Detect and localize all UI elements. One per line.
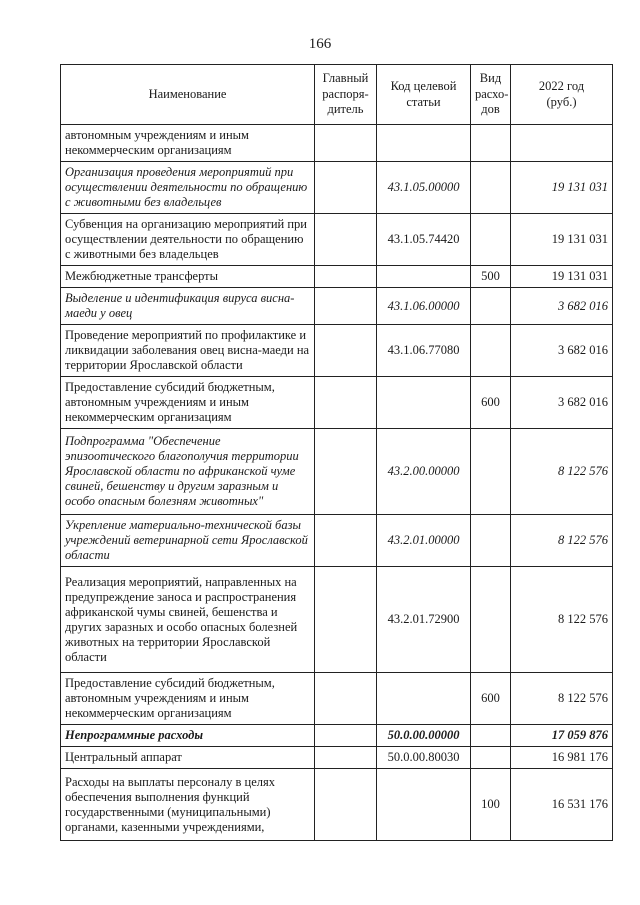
row-target-code: 43.2.01.00000	[377, 515, 471, 567]
row-main-manager	[315, 515, 377, 567]
row-expense-kind: 100	[471, 769, 511, 841]
row-name: Межбюджетные трансферты	[61, 266, 315, 288]
row-main-manager	[315, 673, 377, 725]
row-amount: 19 131 031	[511, 162, 613, 214]
budget-table	[60, 64, 613, 841]
table-row	[61, 377, 613, 429]
row-amount: 3 682 016	[511, 377, 613, 429]
row-target-code: 43.2.00.00000	[377, 429, 471, 515]
row-expense-kind	[471, 567, 511, 673]
row-main-manager	[315, 266, 377, 288]
row-target-code: 50.0.00.80030	[377, 747, 471, 769]
row-amount: 8 122 576	[511, 515, 613, 567]
row-main-manager	[315, 429, 377, 515]
row-amount	[511, 125, 613, 162]
row-target-code: 50.0.00.00000	[377, 725, 471, 747]
row-expense-kind	[471, 747, 511, 769]
row-amount: 16 531 176	[511, 769, 613, 841]
row-expense-kind	[471, 214, 511, 266]
row-expense-kind	[471, 125, 511, 162]
row-expense-kind: 600	[471, 673, 511, 725]
table-row	[61, 769, 613, 841]
row-name: Укрепление материально-технической базы учреждений ветеринарной сети Ярославской области	[61, 515, 315, 567]
row-expense-kind	[471, 288, 511, 325]
page-number: 166	[308, 36, 332, 52]
row-expense-kind: 600	[471, 377, 511, 429]
row-amount: 19 131 031	[511, 266, 613, 288]
table-row	[61, 214, 613, 266]
row-amount: 17 059 876	[511, 725, 613, 747]
table-row	[61, 429, 613, 515]
row-expense-kind	[471, 429, 511, 515]
table-row	[61, 288, 613, 325]
row-name: Непрограммные расходы	[61, 725, 315, 747]
row-target-code: 43.1.05.74420	[377, 214, 471, 266]
row-main-manager	[315, 769, 377, 841]
header-name: Наименование	[61, 65, 315, 125]
row-target-code: 43.2.01.72900	[377, 567, 471, 673]
table-row	[61, 725, 613, 747]
row-amount: 19 131 031	[511, 214, 613, 266]
table-row	[61, 125, 613, 162]
row-expense-kind	[471, 325, 511, 377]
table-header-row	[61, 65, 613, 125]
row-name: Предоставление субсидий бюджетным, автономным учреждениям и иным некоммерческим организациям	[61, 377, 315, 429]
row-target-code	[377, 769, 471, 841]
row-target-code	[377, 125, 471, 162]
row-amount: 3 682 016	[511, 325, 613, 377]
row-name: Подпрограмма "Обеспечение эпизоотического благополучия территории Ярославской области по африканской чуме свиней, бешенству и другим заразным и особо опасным болезням животных"	[61, 429, 315, 515]
row-main-manager	[315, 377, 377, 429]
row-name: Выделение и идентификация вируса висна-маеди у овец	[61, 288, 315, 325]
header-target-code: Код целевой статьи	[377, 65, 471, 125]
row-amount: 3 682 016	[511, 288, 613, 325]
row-name: Проведение мероприятий по профилактике и ликвидации заболевания овец висна-маеди на территории Ярославской области	[61, 325, 315, 377]
row-target-code	[377, 673, 471, 725]
row-expense-kind: 500	[471, 266, 511, 288]
row-name: Реализация мероприятий, направленных на предупреждение заноса и распространения африканской чумы свиней, бешенства и других заразных и особо опасных болезней животных на территории Ярославской области	[61, 567, 315, 673]
row-amount: 8 122 576	[511, 429, 613, 515]
row-main-manager	[315, 288, 377, 325]
table-row	[61, 325, 613, 377]
row-name: Предоставление субсидий бюджетным, автономным учреждениям и иным некоммерческим организациям	[61, 673, 315, 725]
row-name: Расходы на выплаты персоналу в целях обеспечения выполнения функций государственными (муниципальными) органами, казенными учреждениями,	[61, 769, 315, 841]
row-main-manager	[315, 214, 377, 266]
table-row	[61, 673, 613, 725]
table-row	[61, 162, 613, 214]
row-amount: 8 122 576	[511, 673, 613, 725]
row-amount: 8 122 576	[511, 567, 613, 673]
header-amount-2022: 2022 год (руб.)	[511, 65, 613, 125]
row-name: автономным учреждениям и иным некоммерческим организациям	[61, 125, 315, 162]
header-main-manager: Главный распоря- дитель	[315, 65, 377, 125]
row-target-code: 43.1.06.00000	[377, 288, 471, 325]
row-main-manager	[315, 725, 377, 747]
table-row	[61, 515, 613, 567]
row-main-manager	[315, 567, 377, 673]
row-name: Субвенция на организацию мероприятий при осуществлении деятельности по обращению с животными без владельцев	[61, 214, 315, 266]
row-main-manager	[315, 162, 377, 214]
row-target-code: 43.1.05.00000	[377, 162, 471, 214]
row-amount: 16 981 176	[511, 747, 613, 769]
row-expense-kind	[471, 725, 511, 747]
row-name: Центральный аппарат	[61, 747, 315, 769]
row-expense-kind	[471, 162, 511, 214]
table-row	[61, 747, 613, 769]
table-row	[61, 266, 613, 288]
row-main-manager	[315, 325, 377, 377]
row-expense-kind	[471, 515, 511, 567]
row-name: Организация проведения мероприятий при осуществлении деятельности по обращению с животными без владельцев	[61, 162, 315, 214]
row-main-manager	[315, 747, 377, 769]
table-row	[61, 567, 613, 673]
row-target-code	[377, 266, 471, 288]
header-expense-kind: Вид расхо- дов	[471, 65, 511, 125]
row-main-manager	[315, 125, 377, 162]
row-target-code	[377, 377, 471, 429]
row-target-code: 43.1.06.77080	[377, 325, 471, 377]
